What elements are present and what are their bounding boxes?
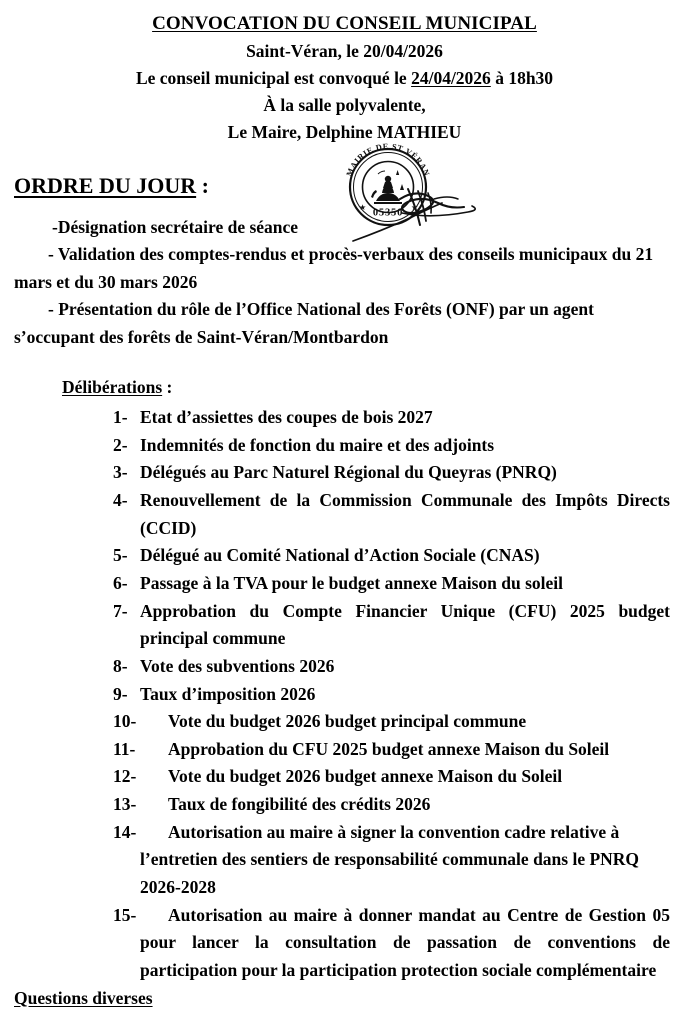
svg-text:MAIRIE DE ST VÉRAN (345, 142, 432, 178)
item-number: 15- (113, 904, 137, 925)
item-text: Approbation du Compte Financier Unique (CFU) 2025 budget principal commune (140, 600, 670, 649)
list-item (0, 404, 689, 432)
list-item (0, 681, 689, 709)
item-number: 11- (113, 738, 136, 759)
signatory-line: Le Maire, Delphine MATHIEU (227, 121, 462, 142)
list-item (0, 570, 689, 598)
questions-diverses (0, 987, 689, 1010)
item-text: Taux d’imposition 2026 (140, 683, 316, 704)
item-text: Indemnités de fonction du maire et des adjoints (140, 434, 495, 455)
convocation-suffix: à 18h30 (490, 68, 554, 89)
list-item (0, 459, 689, 487)
stamp-star-left: ★ (359, 203, 367, 212)
convocation-prefix: Le conseil municipal est convoqué le (135, 68, 412, 89)
item-text: Vote du budget 2026 budget principal commune (168, 711, 527, 732)
item-number: 10- (113, 711, 137, 732)
agenda-items (0, 214, 689, 351)
list-item (0, 791, 689, 819)
item-number: 14- (113, 821, 137, 842)
item-number: 12- (113, 766, 137, 787)
page-title-text: CONVOCATION DU CONSEIL MUNICIPAL (152, 13, 537, 34)
agenda-heading (0, 173, 689, 199)
item-number: 7- (113, 600, 128, 621)
item-text: Vote du budget 2026 budget annexe Maison du Soleil (168, 766, 563, 787)
item-number: 9- (113, 683, 128, 704)
item-text: Etat d’assiettes des coupes de bois 2027 (140, 407, 433, 428)
deliberations-heading-text: Délibérations (62, 377, 163, 398)
deliberations-heading-colon: : (162, 377, 173, 398)
deliberations-list (0, 404, 689, 984)
agenda-section (0, 173, 689, 351)
questions-diverses-text: Questions diverses (14, 987, 153, 1008)
stamp-star-right: ★ (411, 203, 419, 212)
list-item (0, 487, 689, 542)
item-number: 4- (113, 490, 128, 511)
item-text: Délégué au Comité National d’Action Sociale (CNAS) (140, 545, 540, 566)
venue-line: À la salle polyvalente, (263, 94, 426, 115)
page-title (0, 12, 689, 36)
deliberations-section (0, 377, 689, 984)
item-text: Approbation du CFU 2025 budget annexe Maison du Soleil (168, 738, 610, 759)
list-item (0, 542, 689, 570)
deliberations-heading (0, 377, 689, 398)
place-date-line: Saint-Véran, le 20/04/2026 (246, 41, 443, 62)
list-item (0, 432, 689, 460)
list-item (0, 598, 689, 653)
item-number: 5- (113, 545, 128, 566)
item-number: 1- (113, 407, 128, 428)
item-text: Passage à la TVA pour le budget annexe Maison du soleil (140, 572, 563, 593)
item-number: 2- (113, 434, 128, 455)
convocation-date: 24/04/2026 (411, 68, 491, 89)
list-item (0, 653, 689, 681)
agenda-item-1: - Validation des comptes-rendus et procès-verbaux des conseils municipaux du 21 mars et du 30 mars 2026 (14, 244, 654, 292)
stamp-ring-text: MAIRIE DE ST VÉRAN (344, 141, 432, 178)
item-text: Vote des subventions 2026 (140, 655, 335, 676)
agenda-heading-colon: : (196, 173, 209, 199)
list-item (0, 708, 689, 736)
item-number: 8- (113, 655, 128, 676)
list-item (0, 819, 689, 902)
item-text: Délégués au Parc Naturel Régional du Queyras (PNRQ) (140, 462, 557, 483)
item-number: 3- (113, 462, 128, 483)
item-text: Renouvellement de la Commission Communale des Impôts Directs (CCID) (140, 490, 670, 538)
item-text: Autorisation au maire à signer la convention cadre relative à l’entretien des sentiers de responsabilité communale dans le PNRQ 2026-2028 (140, 821, 640, 897)
item-text: Autorisation au maire à donner mandat au Centre de Gestion 05 pour lancer la consultation de passation de conventions de participation pour la participation protection sociale complémentaire (140, 904, 670, 980)
stamp-postal-code: 05350 (372, 207, 404, 219)
item-text: Taux de fongibilité des crédits 2026 (168, 794, 431, 815)
agenda-item-0: -Désignation secrétaire de séance (52, 216, 299, 237)
document-header (0, 0, 689, 145)
convocation-line (0, 65, 689, 92)
list-item (0, 902, 689, 985)
list-item (0, 736, 689, 764)
agenda-heading-text: ORDRE DU JOUR (14, 173, 197, 199)
list-item (0, 763, 689, 791)
item-number: 13- (113, 794, 137, 815)
item-number: 6- (113, 572, 128, 593)
agenda-item-2: - Présentation du rôle de l’Office National des Forêts (ONF) par un agent s’occupant des forêts de Saint-Véran/Montbardon (14, 299, 594, 347)
